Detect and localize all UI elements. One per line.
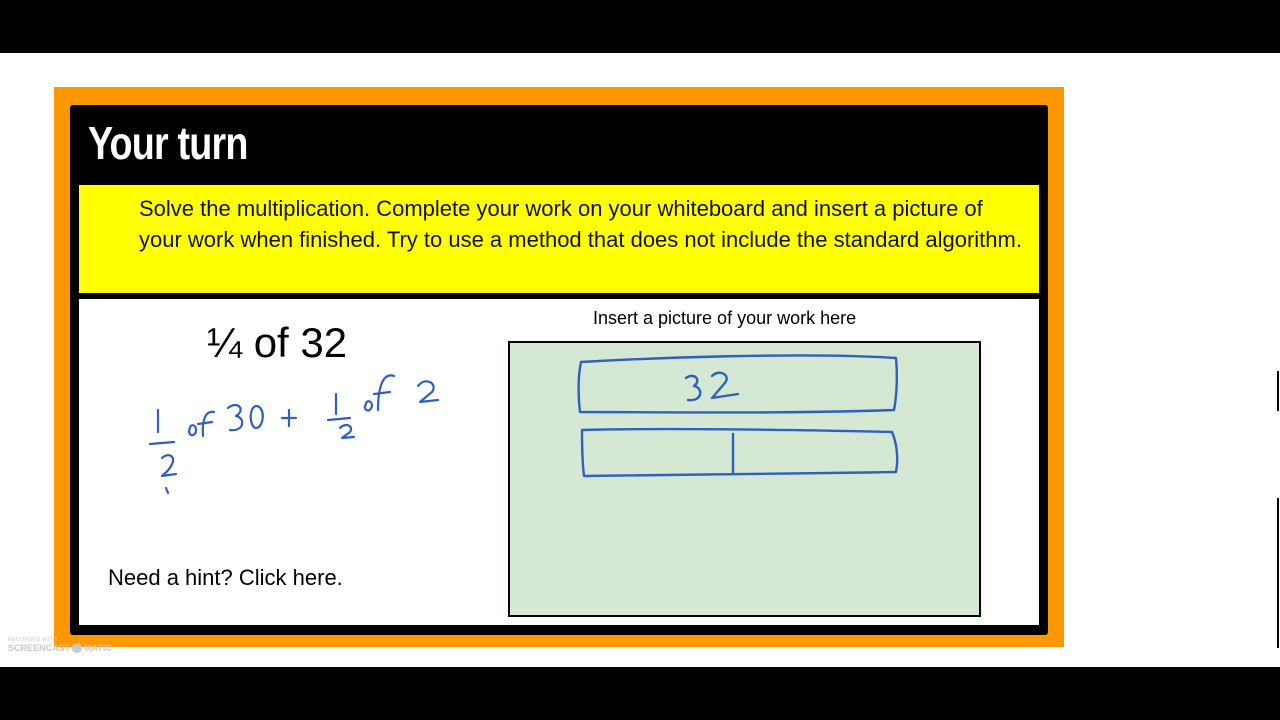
picture-label: Insert a picture of your work here	[593, 308, 857, 328]
screencast-logo-icon	[72, 643, 82, 653]
slide-stage	[0, 53, 1280, 667]
slide-title: Your turn	[88, 117, 248, 169]
problem-text: ¼ of 32	[207, 319, 348, 366]
watermark-brand-right: MATIC	[84, 643, 112, 653]
picture-placeholder[interactable]	[508, 341, 981, 617]
watermark-brand	[8, 643, 112, 653]
slide-frame	[54, 87, 1064, 647]
instructions-text: Solve the multiplication. Complete your work on your whiteboard and insert a picture of your work when finished. Try to use a method that does not include the standard algorithm.	[139, 196, 1022, 252]
work-area	[79, 299, 1039, 625]
watermark-top: RECORDED WITH	[8, 637, 58, 643]
hint-link[interactable]: Need a hint? Click here.	[108, 565, 343, 590]
screencast-watermark	[8, 637, 112, 653]
watermark-brand-left: SCREENCAST	[8, 643, 71, 653]
slide-body	[70, 105, 1048, 635]
instructions-banner	[79, 185, 1039, 293]
